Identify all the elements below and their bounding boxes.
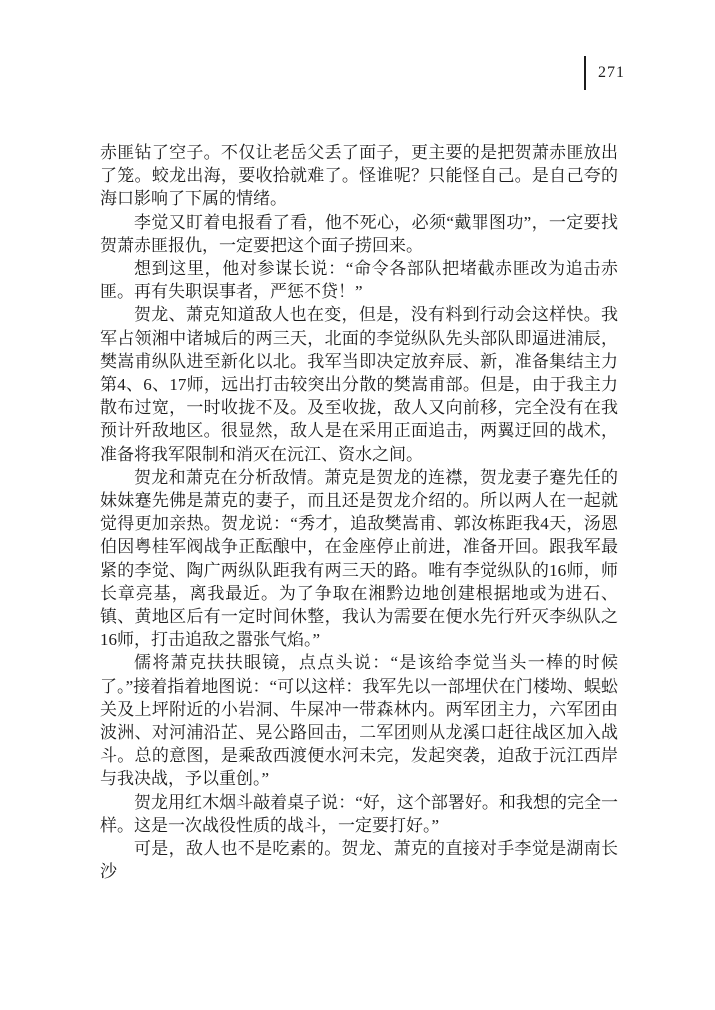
body-paragraph: 儒将萧克扶扶眼镜，点点头说：“是该给李觉当头一棒的时候了。”接着指着地图说：“可以这样：我军先以一部埋伏在门楼坳、蜈蚣关及上坪附近的小岩洞、牛屎冲一带森林内。两军团主力，六军团由波洲、对河浦沿芷、晃公路回击，二军团则从龙溪口赶往战区加入战斗。总的意图，是乘敌西渡便水河未完，发起突袭，迫敌于沅江西岸与我决战，予以重创。” — [100, 653, 618, 789]
folio — [584, 56, 625, 90]
body-paragraph: 赤匪钻了空子。不仅让老岳父丢了面子，更主要的是把贺萧赤匪放出了笼。蛟龙出海，要收拾就难了。怪谁呢？只能怪自己。是自己夸的海口影响了下属的情绪。 — [100, 143, 618, 209]
body-paragraph: 想到这里，他对参谋长说：“命令各部队把堵截赤匪改为追击赤匪。再有失职误事者，严惩不贷！” — [100, 259, 618, 302]
body-paragraph: 可是，敌人也不是吃素的。贺龙、萧克的直接对手李觉是湖南长沙 — [100, 839, 618, 882]
folio-divider-bar — [584, 56, 586, 90]
body-paragraph: 李觉又盯着电报看了看，他不死心，必须“戴罪图功”，一定要找贺萧赤匪报仇，一定要把这个面子捞回来。 — [100, 212, 618, 255]
body-paragraph: 贺龙用红木烟斗敲着桌子说：“好，这个部署好。和我想的完全一样。这是一次战役性质的战斗，一定要打好。” — [100, 792, 618, 835]
body-paragraph: 贺龙、萧克知道敌人也在变，但是，没有料到行动会这样快。我军占领湘中诸城后的两三天，北面的李觉纵队先头部队即逼进浦辰，樊嵩甫纵队进至新化以北。我军当即决定放弃辰、新，准备集结主力第4、6、17师，远出打击较突出分散的樊嵩甫部。但是，由于我主力散布过宽，一时收拢不及。及至收拢，敌人又向前移，完全没有在我预计歼敌地区。很显然，敌人是在采用正面追击，两翼迂回的战术，准备将我军限制和消灭在沅江、资水之间。 — [100, 305, 618, 464]
page-number: 271 — [598, 64, 625, 81]
page-text-block — [100, 141, 618, 884]
body-paragraph: 贺龙和萧克在分析敌情。萧克是贺龙的连襟，贺龙妻子蹇先任的妹妹蹇先佛是萧克的妻子，而且还是贺龙介绍的。所以两人在一起就觉得更加亲热。贺龙说：“秀才，追敌樊嵩甫、郭汝栋距我4天，汤恩伯因粤桂军阀战争正酝酿中，在金座停止前进，准备开回。跟我军最紧的李觉、陶广两纵队距我有两三天的路。唯有李觉纵队的16师，师长章亮基，离我最近。为了争取在湘黔边地创建根据地或为进石、镇、黄地区后有一定时间休整，我认为需要在便水先行歼灭李纵队之 16师，打击追敌之嚣张气焰。” — [100, 467, 618, 650]
